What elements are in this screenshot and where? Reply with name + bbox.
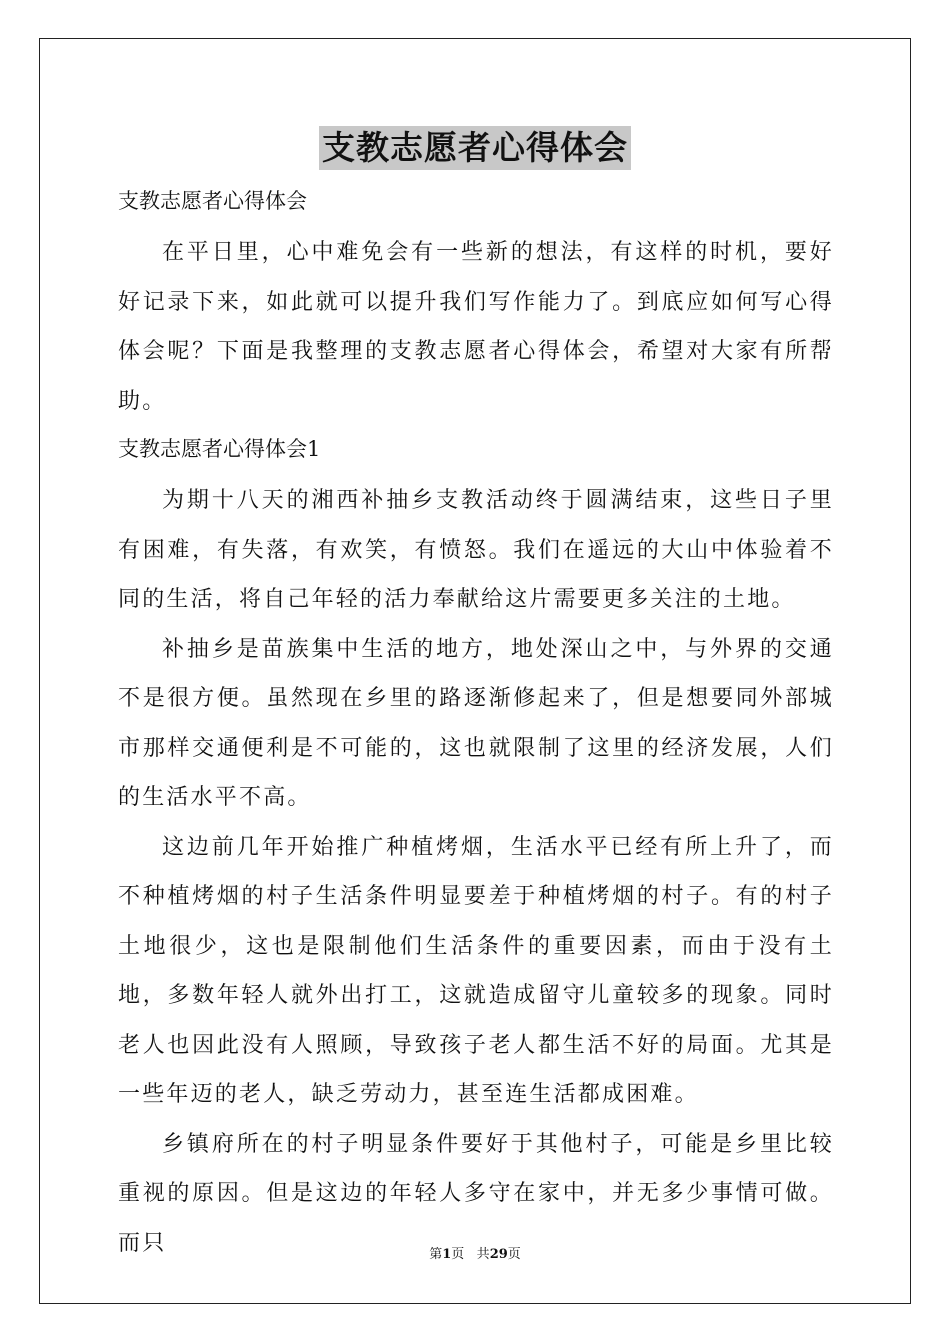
body-paragraph-1: 为期十八天的湘西补抽乡支教活动终于圆满结束，这些日子里有困难，有失落，有欢笑，有愤怒。我们在遥远的大山中体验着不同的生活，将自己年轻的活力奉献给这片需要更多关注的土地。 [118,488,834,612]
document-title: 支教志愿者心得体会 [319,126,631,170]
body-paragraph-2: 补抽乡是苗族集中生活的地方，地处深山之中，与外界的交通不是很方便。虽然现在乡里的路逐渐修起来了，但是想要同外部城市那样交通便利是不可能的，这也就限制了这里的经济发展，人们的生活水平不高。 [118,636,834,810]
intro-paragraph: 在平日里，心中难免会有一些新的想法，有这样的时机，要好好记录下来，如此就可以提升我们写作能力了。到底应如何写心得体会呢？下面是我整理的支教志愿者心得体会，希望对大家有所帮助。 [118,240,834,414]
page-footer [0,1246,950,1264]
title-wrap [0,126,950,170]
footer-total-suffix: 页 [507,1247,521,1262]
subtitle: 支教志愿者心得体会 [118,189,307,213]
document-body [118,178,834,1268]
footer-page-suffix: 页 [451,1247,465,1262]
footer-page-number: 1 [442,1247,452,1262]
footer-total-pages: 29 [489,1247,508,1262]
body-paragraph-3: 这边前几年开始推广种植烤烟，生活水平已经有所上升了，而不种植烤烟的村子生活条件明显要差于种植烤烟的村子。有的村子土地很少，这也是限制他们生活条件的重要因素，而由于没有土地，多数年轻人就外出打工，这就造成留守儿童较多的现象。同时老人也因此没有人照顾，导致孩子老人都生活不好的局面。尤其是一些年迈的老人，缺乏劳动力，甚至连生活都成困难。 [118,834,834,1107]
section-heading: 支教志愿者心得体会1 [118,437,321,461]
footer-prefix: 第 [429,1247,443,1262]
footer-total-prefix: 共 [476,1247,490,1262]
body-paragraph-4: 乡镇府所在的村子明显条件要好于其他村子，可能是乡里比较重视的原因。但是这边的年轻人多守在家中，并无多少事情可做。而只 [118,1131,834,1256]
